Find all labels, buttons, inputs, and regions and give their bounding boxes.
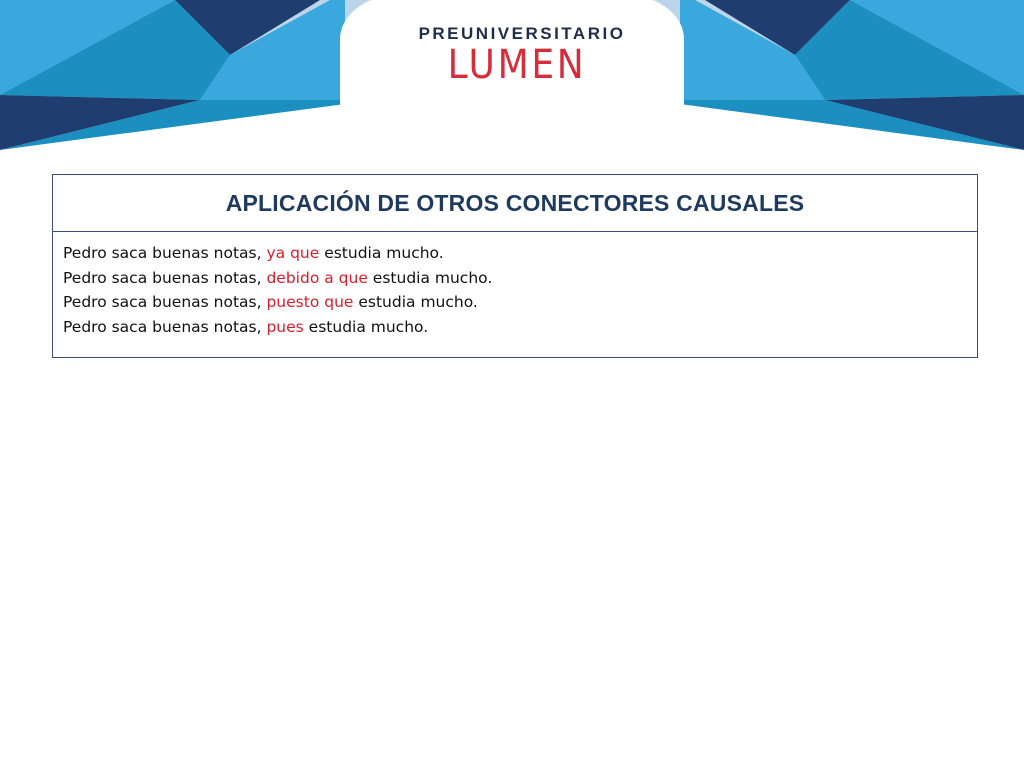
sentence-end: estudia mucho.: [367, 268, 493, 287]
example-sentence: [63, 266, 967, 291]
box-body: [53, 232, 977, 339]
sentence-start: Pedro saca buenas notas,: [63, 293, 267, 311]
logo-top-text: PREUNIVERSITARIO: [418, 24, 626, 43]
connector-text: debido a que: [266, 268, 368, 287]
connector-text: ya que: [266, 244, 320, 262]
example-sentence: [63, 241, 967, 266]
example-sentence: [63, 315, 967, 340]
sentence-end: estudia mucho.: [319, 244, 444, 262]
connector-text: pues: [266, 317, 304, 336]
sentence-end: estudia mucho.: [353, 293, 478, 311]
logo-main-text: LUMEN: [447, 42, 587, 88]
sentence-start: Pedro saca buenas notas,: [63, 317, 267, 336]
sentence-start: Pedro saca buenas notas,: [63, 268, 267, 287]
content-box: [52, 174, 978, 358]
brand-logo: [0, 24, 1024, 86]
example-sentence: [63, 290, 967, 315]
sentence-end: estudia mucho.: [303, 317, 429, 336]
sentence-start: Pedro saca buenas notas,: [63, 244, 267, 262]
box-title: APLICACIÓN DE OTROS CONECTORES CAUSALES: [53, 175, 977, 232]
connector-text: puesto que: [266, 293, 354, 311]
